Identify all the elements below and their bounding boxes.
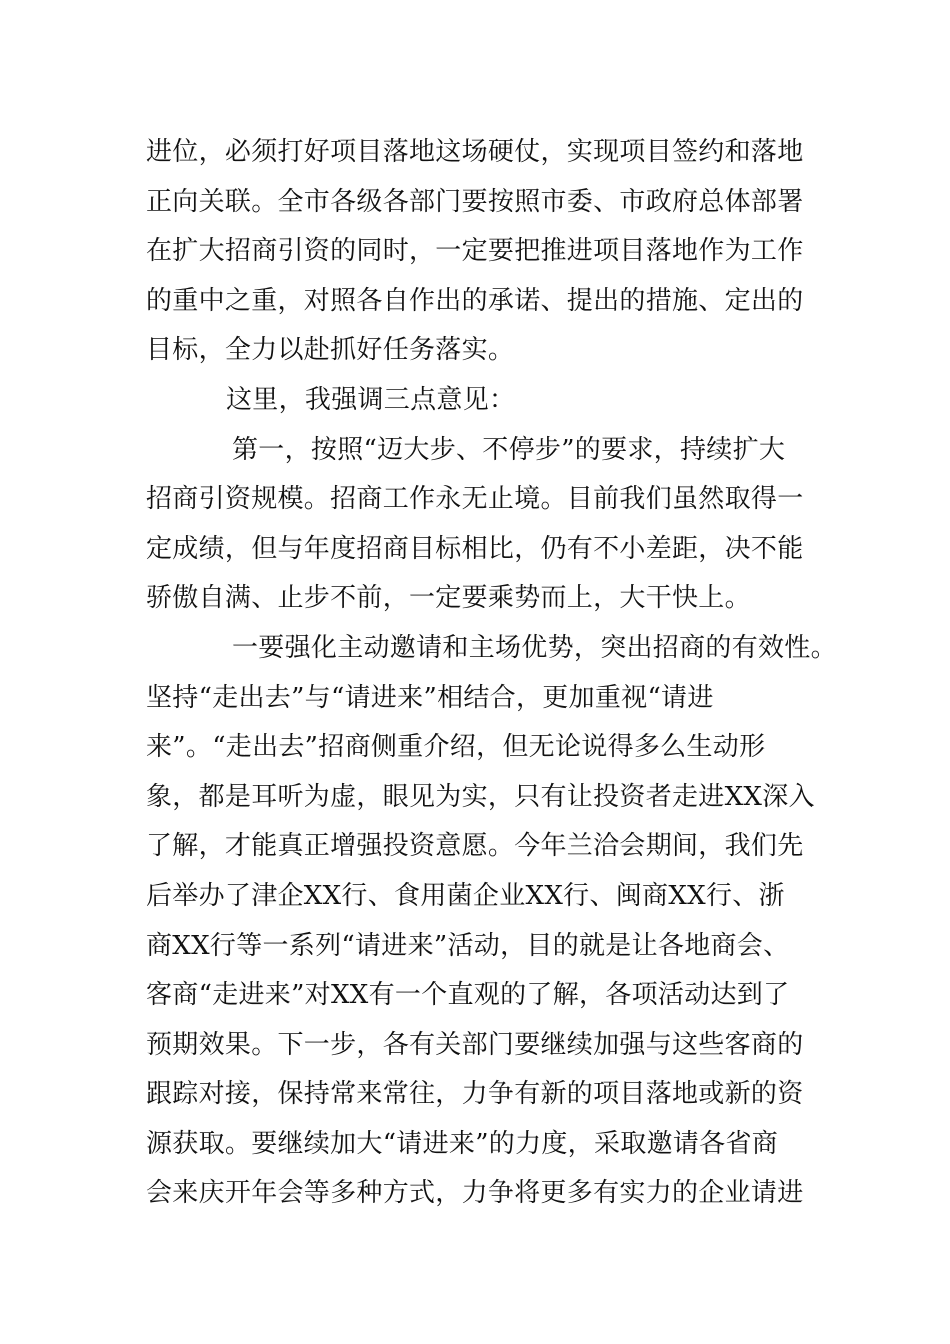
text-line: 来”。“走出去”招商侧重介绍，但无论说得多么生动形 (146, 732, 766, 763)
subsection-heading: 一要强化主动邀请和主场优势，突出招商的有效性。 (232, 632, 837, 663)
text-line: 骄傲自满、止步不前，一定要乘势而上，大干快上。 (146, 583, 751, 614)
text-line: 商XX行等一系列“请进来”活动，目的就是让各地商会、 (146, 930, 790, 961)
text-line: 在扩大招商引资的同时，一定要把推进项目落地作为工作 (146, 236, 804, 267)
text-line: 目标，全力以赴抓好任务落实。 (146, 335, 515, 366)
text-line: 源获取。要继续加大“请进来”的力度，采取邀请各省商 (146, 1128, 779, 1159)
text-line: 了解，才能真正增强投资意愿。今年兰洽会期间，我们先 (146, 831, 804, 862)
text-line: 正向关联。全市各级各部门要按照市委、市政府总体部署 (146, 186, 804, 217)
text-line: 象，都是耳听为虚，眼见为实，只有让投资者走进XX深入 (146, 781, 815, 812)
text-line: 客商“走进来”对XX有一个直观的了解，各项活动达到了 (146, 980, 790, 1011)
text-line: 后举办了津企XX行、食用菌企业XX行、闽商XX行、浙 (146, 880, 785, 911)
text-line: 的重中之重，对照各自作出的承诺、提出的措施、定出的 (146, 285, 804, 316)
text-line: 招商引资规模。招商工作永无止境。目前我们虽然取得一 (146, 484, 804, 515)
text-line: 会来庆开年会等多种方式，力争将更多有实力的企业请进 (146, 1178, 804, 1209)
document-body (146, 128, 846, 1219)
text-line: 跟踪对接，保持常来常往，力争有新的项目落地或新的资 (146, 1079, 804, 1110)
text-line: 进位，必须打好项目落地这场硬仗，实现项目签约和落地 (146, 137, 804, 167)
text-line: 坚持“走出去”与“请进来”相结合，更加重视“请进 (146, 682, 714, 713)
text-line: 定成绩，但与年度招商目标相比，仍有不小差距，决不能 (146, 533, 804, 564)
paragraph-intro: 这里，我强调三点意见： (226, 384, 516, 415)
section-heading-first: 第一，按照“迈大步、不停步”的要求，持续扩大 (232, 434, 786, 465)
text-line: 预期效果。下一步，各有关部门要继续加强与这些客商的 (146, 1029, 804, 1060)
